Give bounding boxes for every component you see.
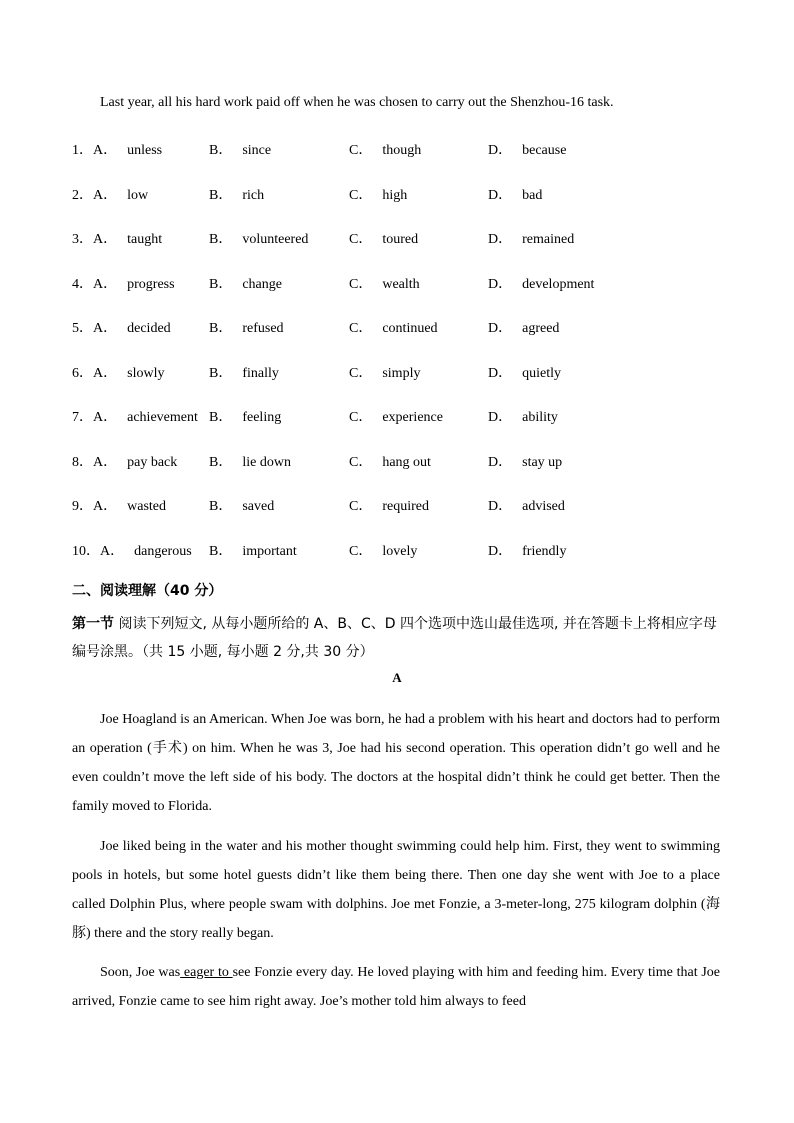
option-b-text: rich xyxy=(242,187,265,203)
passage-paragraph-1: Joe Hoagland is an American. When Joe was born, he had a problem with his heart and doctors had to perform an operation (手术) on him. When he was 3, Joe had his second operation. This operation didn’t go well and he even couldn’t move the left side of his body. The doctors at the hospital didn’t think he could get better. Then the family moved to Florida. xyxy=(72,712,720,814)
option-letter: D． xyxy=(488,543,513,559)
paragraph-3-start: Soon, Joe was xyxy=(100,965,181,980)
question-row xyxy=(72,184,712,206)
option-b-text: feeling xyxy=(242,410,282,425)
question-number: 10．A． xyxy=(72,543,125,559)
option-letter: C． xyxy=(349,454,373,470)
option-c xyxy=(349,273,420,293)
option-a-text: unless xyxy=(127,143,163,158)
question-number: 8．A． xyxy=(72,454,118,470)
option-letter: D． xyxy=(488,143,513,158)
option-b-text: change xyxy=(242,276,282,292)
passage-label: A xyxy=(392,670,402,685)
question-number: 7．A． xyxy=(72,410,118,425)
option-letter: D． xyxy=(488,410,513,425)
option-b xyxy=(209,495,274,515)
question-number: 4．A． xyxy=(72,276,118,292)
option-c-text: hang out xyxy=(382,454,431,470)
option-b xyxy=(209,451,291,471)
question-row xyxy=(72,362,712,384)
option-letter: B． xyxy=(209,454,233,470)
option-a xyxy=(72,139,162,159)
option-c-text: simply xyxy=(382,365,421,381)
option-letter: B． xyxy=(209,187,233,203)
option-letter: B． xyxy=(209,143,233,158)
option-letter: D． xyxy=(488,365,513,381)
option-letter: C． xyxy=(349,321,373,336)
option-d xyxy=(488,273,594,293)
option-letter: D． xyxy=(488,232,513,247)
option-a xyxy=(72,228,162,248)
question-row xyxy=(72,540,712,562)
option-b xyxy=(209,540,297,560)
option-c-text: required xyxy=(382,499,429,514)
instruction-text: 阅读下列短文, 从每小题所给的 A、B、C、D 四个选项中选山最佳选项, 并在答题卡上将相应字母编号涂黑。（共 15 小题, 每小题 2 分,共 30 分） xyxy=(72,616,717,660)
option-c-text: though xyxy=(382,143,422,158)
option-d xyxy=(488,362,561,382)
option-letter: C． xyxy=(349,187,373,203)
option-d-text: bad xyxy=(522,187,543,203)
question-row xyxy=(72,495,712,517)
option-a xyxy=(72,406,198,426)
option-b xyxy=(209,317,284,337)
option-c xyxy=(349,451,431,471)
option-a-text: dangerous xyxy=(134,543,192,559)
question-number: 9．A． xyxy=(72,499,118,514)
option-b-text: important xyxy=(242,543,297,559)
option-letter: D． xyxy=(488,187,513,203)
option-c-text: toured xyxy=(382,232,419,247)
part-label: 第一节 xyxy=(72,616,114,632)
option-c xyxy=(349,362,420,382)
option-c xyxy=(349,540,417,560)
passage-paragraph-3 xyxy=(72,958,720,1016)
option-a-text: taught xyxy=(127,232,163,247)
option-a xyxy=(72,362,164,382)
underlined-phrase: eager to xyxy=(180,965,233,980)
option-letter: C． xyxy=(349,410,373,425)
question-row xyxy=(72,406,712,428)
option-letter: C． xyxy=(349,143,373,158)
option-c xyxy=(349,495,429,515)
option-b xyxy=(209,273,282,293)
option-b-text: lie down xyxy=(242,454,291,470)
option-d xyxy=(488,406,558,426)
option-d-text: advised xyxy=(522,499,565,514)
paragraph-3-rest: see Fonzie every day. He loved playing with him and feeding him. Every time that Joe arrived, Fonzie came to see him right away. Joe’s mother told him always to feed xyxy=(72,965,720,1009)
option-d xyxy=(488,317,559,337)
question-row xyxy=(72,273,712,295)
option-c xyxy=(349,406,443,426)
option-letter: B． xyxy=(209,499,233,514)
passage-paragraph-2: Joe liked being in the water and his mother thought swimming could help him. First, they went to swimming pools in hotels, but some hotel guests didn’t like them being there. Then one day she went with Joe to a place called Dolphin Plus, where people swam with dolphins. Joe met Fonzie, a 3-meter-long, 275 kilogram dolphin (海豚) there and the story really began. xyxy=(72,839,720,941)
question-number: 3．A． xyxy=(72,232,118,247)
option-letter: B． xyxy=(209,410,233,425)
option-letter: C． xyxy=(349,276,373,292)
option-a xyxy=(72,540,192,560)
option-c-text: lovely xyxy=(382,543,418,559)
option-d xyxy=(488,184,542,204)
option-c xyxy=(349,228,418,248)
option-b xyxy=(209,184,264,204)
option-b-text: refused xyxy=(242,321,284,336)
option-c-text: experience xyxy=(382,410,443,425)
option-d xyxy=(488,139,566,159)
option-a xyxy=(72,317,171,337)
option-b-text: volunteered xyxy=(242,232,309,247)
option-c-text: high xyxy=(382,187,408,203)
option-letter: C． xyxy=(349,543,373,559)
option-a xyxy=(72,451,177,471)
question-number: 2．A． xyxy=(72,187,118,203)
section-heading: 二、阅读理解（40 分） xyxy=(72,583,223,599)
option-letter: B． xyxy=(209,276,233,292)
cloze-passage-last-line: Last year, all his hard work paid off when he was chosen to carry out the Shenzhou-16 task. xyxy=(100,95,614,110)
option-d-text: quietly xyxy=(522,365,562,381)
option-letter: B． xyxy=(209,232,233,247)
question-number: 6．A． xyxy=(72,365,118,381)
option-c-text: continued xyxy=(382,321,438,336)
option-b xyxy=(209,228,308,248)
question-row xyxy=(72,139,712,161)
option-letter: D． xyxy=(488,454,513,470)
option-d-text: agreed xyxy=(522,321,560,336)
option-letter: B． xyxy=(209,365,233,381)
option-b xyxy=(209,406,281,426)
question-row xyxy=(72,317,712,339)
option-letter: C． xyxy=(349,499,373,514)
option-b-text: since xyxy=(242,143,272,158)
option-a-text: pay back xyxy=(127,454,178,470)
question-number: 5．A． xyxy=(72,321,118,336)
option-letter: D． xyxy=(488,276,513,292)
option-letter: C． xyxy=(349,232,373,247)
option-a-text: achievement xyxy=(127,410,198,425)
option-b-text: saved xyxy=(242,499,275,514)
option-b xyxy=(209,362,279,382)
option-d xyxy=(488,540,566,560)
option-letter: C． xyxy=(349,365,373,381)
option-a-text: low xyxy=(127,187,149,203)
option-letter: D． xyxy=(488,499,513,514)
option-d xyxy=(488,451,562,471)
option-a xyxy=(72,273,175,293)
option-c xyxy=(349,317,438,337)
option-d-text: remained xyxy=(522,232,575,247)
option-d-text: ability xyxy=(522,410,558,425)
option-c-text: wealth xyxy=(382,276,420,292)
option-a xyxy=(72,495,166,515)
option-a-text: slowly xyxy=(127,365,165,381)
option-b xyxy=(209,139,271,159)
option-d-text: friendly xyxy=(522,543,567,559)
option-letter: B． xyxy=(209,321,233,336)
option-a xyxy=(72,184,148,204)
option-d xyxy=(488,495,565,515)
question-number: 1．A． xyxy=(72,143,118,158)
section-instructions xyxy=(72,610,722,666)
option-a-text: wasted xyxy=(127,499,167,514)
option-c xyxy=(349,184,407,204)
option-d xyxy=(488,228,574,248)
option-a-text: decided xyxy=(127,321,171,336)
question-row xyxy=(72,228,712,250)
option-letter: D． xyxy=(488,321,513,336)
option-c xyxy=(349,139,421,159)
option-b-text: finally xyxy=(242,365,279,381)
option-a-text: progress xyxy=(127,276,175,292)
question-row xyxy=(72,451,712,473)
option-d-text: stay up xyxy=(522,454,563,470)
option-d-text: because xyxy=(522,143,567,158)
option-d-text: development xyxy=(522,276,595,292)
option-letter: B． xyxy=(209,543,233,559)
